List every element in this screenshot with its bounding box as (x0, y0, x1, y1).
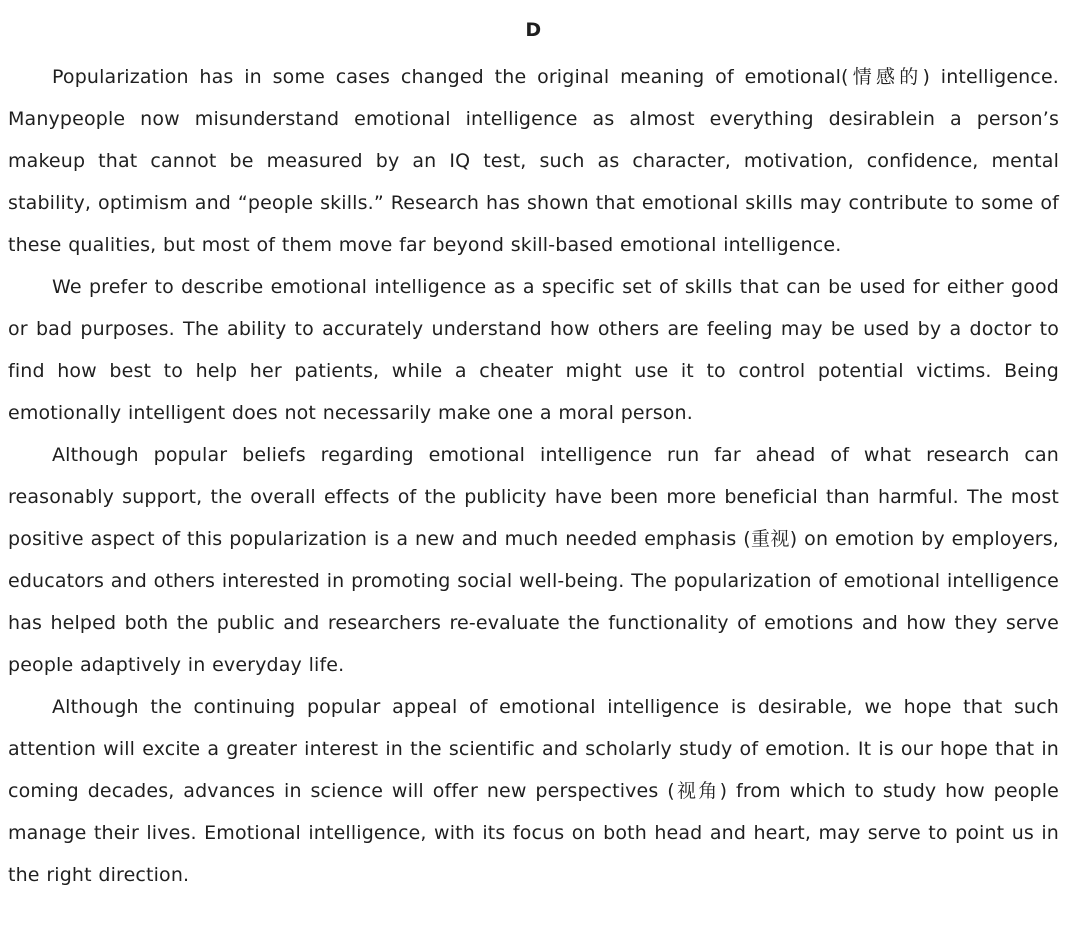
passage-heading: D (525, 19, 542, 41)
paragraph-3: Although popular beliefs regarding emotional intelligence run far ahead of what research can reasonably support, the overall effects of the publicity have been more beneficial than harmful. The most positive aspect of this popularization is a new and much needed emphasis (重视) on emotion by employers, educators and others interested in promoting social well-being. The popularization of emotional intelligence has helped both the public and researchers re-evaluate the functionality of emotions and how they serve people adaptively in everyday life. (8, 444, 1059, 676)
paragraph-1: Popularization has in some cases changed the original meaning of emotional(情感的) intelligence. Manypeople now misunderstand emotional intelligence as almost everything desirablein a person’s makeup that cannot be measured by an IQ test, such as character, motivation, confidence, mental stability, optimism and “people skills.” Research has shown that emotional skills may contribute to some of these qualities, but most of them move far beyond skill-based emotional intelligence. (8, 66, 1059, 256)
paragraph-4: Although the continuing popular appeal of emotional intelligence is desirable, we hope that such attention will excite a greater interest in the scientific and scholarly study of emotion. It is our hope that in coming decades, advances in science will offer new perspectives (视角) from which to study how people manage their lives. Emotional intelligence, with its focus on both head and heart, may serve to point us in the right direction. (8, 696, 1059, 886)
paragraph-2: We prefer to describe emotional intelligence as a specific set of skills that can be used for either good or bad purposes. The ability to accurately understand how others are feeling may be used by a doctor to find how best to help her patients, while a cheater might use it to control potential victims. Being emotionally intelligent does not necessarily make one a moral person. (8, 276, 1059, 424)
